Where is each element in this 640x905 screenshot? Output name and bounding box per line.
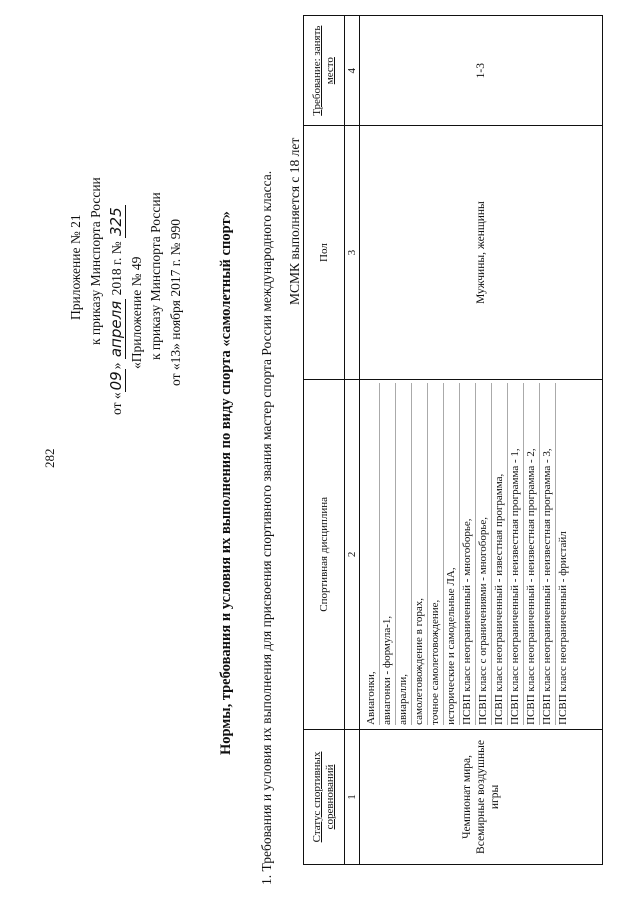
document-title: Нормы, требования и условия их выполнения по виду спорта «самолетный спорт» [218,211,234,755]
order-number: 325 [107,207,125,237]
header-gender: Пол [318,243,330,262]
requirements-table [303,15,603,865]
column-number-row [345,16,360,865]
header-cell [304,379,345,729]
header-cell [304,126,345,379]
place-cell: 1-3 [360,16,603,126]
discipline-item: ПСВП класс неограниченный - фристайл [557,531,569,725]
order-line: к приказу Минспорта России [88,177,103,345]
header-discipline: Спортивная дисциплина [318,496,330,612]
discipline-item: ПСВП класс неограниченный - неизвестная программа - 3, [540,383,556,725]
page-number: 282 [42,448,57,468]
date-prefix: от « [109,392,124,415]
column-number: 3 [345,126,360,379]
column-number: 2 [345,379,360,729]
order-line-2: к приказу Минспорта России [148,192,163,360]
appendix-label-2: «Приложение № 49 [129,256,144,369]
discipline-item: ПСВП класс неограниченный - известная программа, [492,383,508,725]
discipline-item: исторические и самодельные ЛА, [444,383,460,725]
column-number: 4 [345,16,360,126]
status-cell: Чемпионат мира, Всемирные воздушные игры [360,729,603,864]
column-number: 1 [345,729,360,864]
discipline-item: ПСВП класс неограниченный - многоборье, [460,383,476,725]
section-paragraph: 1. Требования и условия их выполнения для присвоения спортивного звания мастер спорта России международного класса. [259,170,274,885]
date-month: апреля [107,300,125,358]
discipline-item: ПСВП класс неограниченный - неизвестная программа - 1, [508,383,524,725]
discipline-cell [360,379,603,729]
discipline-item: точное самолетовождение, [428,383,444,725]
order-date-line [107,205,125,415]
header-cell [304,729,345,864]
discipline-item: ПСВП класс неограниченный - неизвестная программа - 2, [524,383,540,725]
msmk-note: МСМК выполняется с 18 лет [287,137,302,305]
header-place: Требование: занять место [311,25,336,116]
discipline-item: ПСВП класс с ограничениями - многоборье, [476,383,492,725]
date-day: 09 [107,371,125,391]
discipline-item: самолетовождение в горах, [412,383,428,725]
table-row [360,16,603,865]
discipline-item: Авиагонки, [364,383,380,725]
date-mid: » [109,362,124,370]
discipline-item: авиаралли, [396,383,412,725]
appendix-label: Приложение № 21 [68,214,83,320]
order-date-2: от «13» ноября 2017 г. № 990 [168,219,183,386]
date-year: 2018 г. № [109,241,124,296]
header-cell [304,16,345,126]
table-header-row [304,16,345,865]
header-status: Статус спортивных соревнований [311,751,336,843]
gender-cell: Мужчины, женщины [360,126,603,379]
discipline-item: авиагонки - формула-1, [380,383,396,725]
